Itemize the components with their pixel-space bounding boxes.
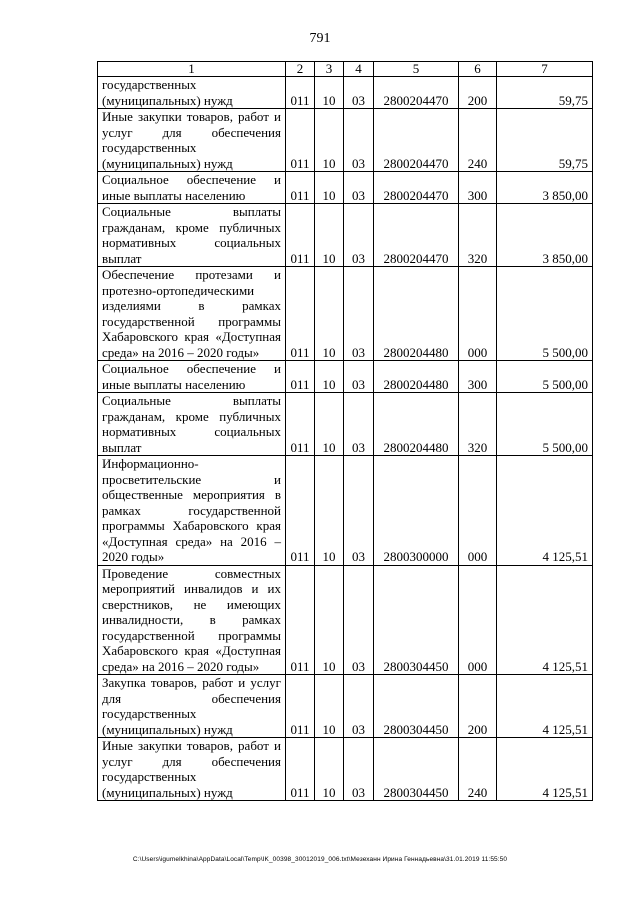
expense-type-cell: 320 (459, 393, 497, 456)
amount-cell: 4 125,51 (497, 565, 593, 675)
table-row (98, 361, 593, 393)
column-header: 4 (344, 62, 374, 77)
table-row (98, 675, 593, 738)
subsection-cell: 03 (344, 204, 374, 267)
table-row (98, 456, 593, 566)
admin-code-cell: 011 (286, 393, 315, 456)
expense-type-cell: 320 (459, 204, 497, 267)
column-header: 6 (459, 62, 497, 77)
section-cell: 10 (315, 738, 344, 801)
expense-type-cell: 000 (459, 565, 497, 675)
subsection-cell: 03 (344, 361, 374, 393)
expense-type-cell: 200 (459, 675, 497, 738)
target-article-cell: 2800304450 (374, 738, 459, 801)
amount-cell: 59,75 (497, 77, 593, 109)
section-cell: 10 (315, 456, 344, 566)
row-name-cell: Закупка товаров, работ и услуг для обеспечения государственных (муниципальных) нужд (98, 675, 286, 738)
section-cell: 10 (315, 675, 344, 738)
table-row (98, 204, 593, 267)
table-row (98, 109, 593, 172)
row-name-cell: Обеспечение протезами и протезно-ортопедическими изделиями в рамках государственной программы Хабаровского края «Доступная среда» на 2016 – 2020 годы» (98, 267, 286, 361)
row-name-cell: государственных (муниципальных) нужд (98, 77, 286, 109)
column-header: 2 (286, 62, 315, 77)
expense-type-cell: 200 (459, 77, 497, 109)
subsection-cell: 03 (344, 77, 374, 109)
table-row (98, 267, 593, 361)
section-cell: 10 (315, 565, 344, 675)
admin-code-cell: 011 (286, 565, 315, 675)
section-cell: 10 (315, 267, 344, 361)
target-article-cell: 2800304450 (374, 675, 459, 738)
target-article-cell: 2800300000 (374, 456, 459, 566)
section-cell: 10 (315, 204, 344, 267)
target-article-cell: 2800204470 (374, 172, 459, 204)
subsection-cell: 03 (344, 172, 374, 204)
row-name-cell: Проведение совместных мероприятий инвалидов и их сверстников, не имеющих инвалидности, в рамках государственной программы Хабаровского края «Доступная среда» на 2016 – 2020 годы» (98, 565, 286, 675)
amount-cell: 3 850,00 (497, 204, 593, 267)
expense-type-cell: 240 (459, 109, 497, 172)
admin-code-cell: 011 (286, 738, 315, 801)
row-name-cell: Иные закупки товаров, работ и услуг для обеспечения государственных (муниципальных) нужд (98, 738, 286, 801)
target-article-cell: 2800204470 (374, 109, 459, 172)
subsection-cell: 03 (344, 109, 374, 172)
budget-table (97, 61, 593, 801)
amount-cell: 4 125,51 (497, 456, 593, 566)
admin-code-cell: 011 (286, 204, 315, 267)
table-row (98, 393, 593, 456)
table-row (98, 738, 593, 801)
amount-cell: 3 850,00 (497, 172, 593, 204)
table-header-row (98, 62, 593, 77)
admin-code-cell: 011 (286, 675, 315, 738)
row-name-cell: Социальное обеспечение и иные выплаты населению (98, 172, 286, 204)
row-name-cell: Социальные выплаты гражданам, кроме публичных нормативных социальных выплат (98, 204, 286, 267)
row-name-cell: Социальные выплаты гражданам, кроме публичных нормативных социальных выплат (98, 393, 286, 456)
target-article-cell: 2800204480 (374, 393, 459, 456)
section-cell: 10 (315, 172, 344, 204)
admin-code-cell: 011 (286, 77, 315, 109)
target-article-cell: 2800204470 (374, 204, 459, 267)
section-cell: 10 (315, 77, 344, 109)
expense-type-cell: 000 (459, 267, 497, 361)
target-article-cell: 2800204470 (374, 77, 459, 109)
column-header: 7 (497, 62, 593, 77)
amount-cell: 5 500,00 (497, 393, 593, 456)
expense-type-cell: 300 (459, 172, 497, 204)
amount-cell: 59,75 (497, 109, 593, 172)
section-cell: 10 (315, 361, 344, 393)
row-name-cell: Информационно-просветительские и общественные мероприятия в рамках государственной программы Хабаровского края «Доступная среда» на 2016 – 2020 годы» (98, 456, 286, 566)
column-header: 3 (315, 62, 344, 77)
expense-type-cell: 300 (459, 361, 497, 393)
admin-code-cell: 011 (286, 361, 315, 393)
page-number: 791 (309, 31, 331, 46)
expense-type-cell: 240 (459, 738, 497, 801)
amount-cell: 5 500,00 (497, 361, 593, 393)
admin-code-cell: 011 (286, 456, 315, 566)
subsection-cell: 03 (344, 456, 374, 566)
admin-code-cell: 011 (286, 267, 315, 361)
section-cell: 10 (315, 393, 344, 456)
subsection-cell: 03 (344, 738, 374, 801)
subsection-cell: 03 (344, 267, 374, 361)
expense-type-cell: 000 (459, 456, 497, 566)
table-row (98, 77, 593, 109)
admin-code-cell: 011 (286, 109, 315, 172)
admin-code-cell: 011 (286, 172, 315, 204)
subsection-cell: 03 (344, 565, 374, 675)
row-name-cell: Иные закупки товаров, работ и услуг для обеспечения государственных (муниципальных) нужд (98, 109, 286, 172)
target-article-cell: 2800204480 (374, 361, 459, 393)
table-row (98, 172, 593, 204)
amount-cell: 4 125,51 (497, 675, 593, 738)
amount-cell: 5 500,00 (497, 267, 593, 361)
column-header: 1 (98, 62, 286, 77)
amount-cell: 4 125,51 (497, 738, 593, 801)
file-path-footer: C:\Users\igumelkhina\AppData\Local\Temp\IK_00398_30012019_006.txt\Мезеханн Ирина Геннадьевна\31.01.2019 11:55:50 (132, 856, 508, 863)
target-article-cell: 2800204480 (374, 267, 459, 361)
section-cell: 10 (315, 109, 344, 172)
subsection-cell: 03 (344, 393, 374, 456)
table-row (98, 565, 593, 675)
column-header: 5 (374, 62, 459, 77)
row-name-cell: Социальное обеспечение и иные выплаты населению (98, 361, 286, 393)
subsection-cell: 03 (344, 675, 374, 738)
target-article-cell: 2800304450 (374, 565, 459, 675)
